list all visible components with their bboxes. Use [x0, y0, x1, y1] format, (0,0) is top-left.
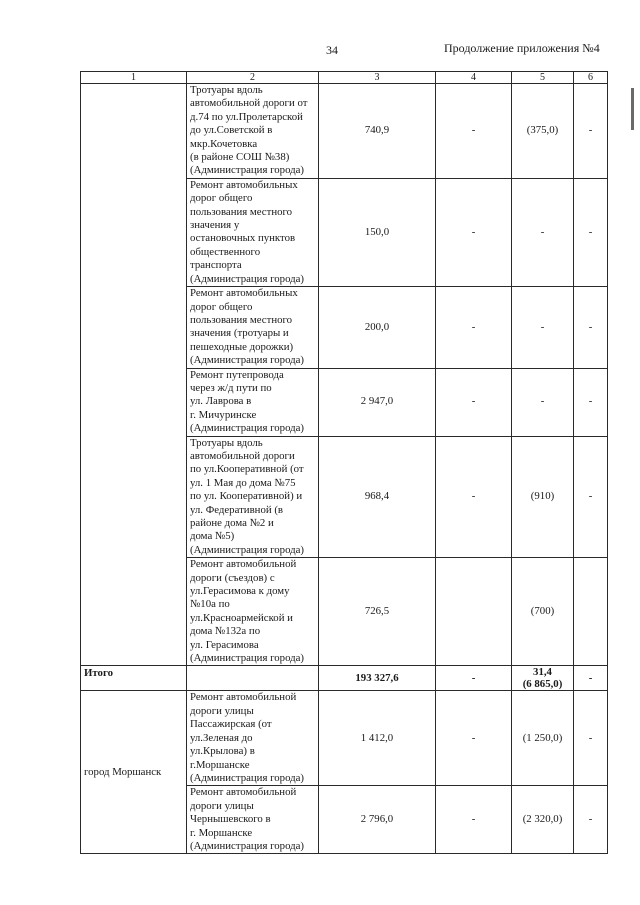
cost-cell: 740,9: [319, 84, 436, 179]
appendix-table: [80, 71, 608, 854]
description-line: Чернышевского в: [190, 813, 271, 826]
description-line: Тротуары вдоль: [190, 84, 263, 96]
region-morshansk: город Моршанск: [81, 691, 187, 854]
total-col5-line1: 31,4: [533, 666, 552, 679]
description-line: ул.Зеленая до: [190, 731, 253, 744]
page-number: 34: [326, 43, 338, 57]
description-line: по ул.Кооперативной (от: [190, 463, 304, 476]
row-description: [187, 368, 319, 436]
col4-cell: -: [436, 287, 512, 368]
description-line: дороги (съездов) с: [190, 571, 275, 584]
col4-cell: -: [436, 368, 512, 436]
description-line: (Администрация города): [190, 543, 305, 556]
cost-cell: 150,0: [319, 178, 436, 286]
total-empty-cell: [187, 666, 319, 691]
description-line: (Администрация города): [190, 652, 305, 665]
col5-cell: -: [512, 287, 574, 368]
col6-cell: -: [574, 436, 608, 558]
description-line: остановочных пунктов: [190, 232, 296, 245]
col5-cell: (2 320,0): [512, 786, 574, 854]
column-number-2: 2: [187, 72, 319, 84]
col6-cell: -: [574, 786, 608, 854]
region-cell: [81, 84, 187, 666]
description-line: дорог общего: [190, 300, 253, 313]
column-number-4: 4: [436, 72, 512, 84]
row-description: [187, 436, 319, 558]
total-col4: -: [436, 666, 512, 691]
description-line: дорог общего: [190, 192, 253, 205]
description-line: значения у: [190, 219, 240, 232]
col4-cell: -: [436, 786, 512, 854]
row-description: [187, 287, 319, 368]
column-number-row: [81, 72, 608, 84]
description-line: Ремонт автомобильной: [190, 558, 297, 571]
description-line: Ремонт автомобильных: [190, 178, 298, 191]
description-line: г. Моршанске: [190, 826, 253, 839]
description-line: значения (тротуары и: [190, 327, 289, 340]
row-description: [187, 558, 319, 666]
description-line: Ремонт автомобильной: [190, 691, 297, 704]
description-line: дома №132а по: [190, 625, 261, 638]
description-line: (Администрация города): [190, 354, 305, 367]
description-line: пешеходные дорожки): [190, 340, 294, 353]
column-number-1: 1: [81, 72, 187, 84]
continuation-label: Продолжение приложения №4: [444, 41, 600, 55]
description-line: автомобильной дороги: [190, 449, 295, 462]
description-line: до ул.Советской в: [190, 124, 273, 137]
description-line: районе дома №2 и: [190, 517, 274, 529]
col4-cell: -: [436, 178, 512, 286]
description-line: пользования местного: [190, 313, 293, 326]
description-line: дома №5): [190, 530, 235, 543]
description-line: ул. Лаврова в: [190, 395, 252, 408]
row-description: [187, 786, 319, 854]
column-number-3: 3: [319, 72, 436, 84]
description-line: через ж/д пути по: [190, 381, 272, 394]
cost-cell: 726,5: [319, 558, 436, 666]
total-cost: 193 327,6: [319, 666, 436, 691]
description-line: (Администрация города): [190, 164, 305, 177]
col5-cell: -: [512, 178, 574, 286]
col5-cell: (1 250,0): [512, 691, 574, 786]
col4-cell: -: [436, 691, 512, 786]
description-line: общественного: [190, 245, 261, 258]
margin-mark: [631, 88, 634, 130]
col6-cell: [574, 558, 608, 666]
description-line: автомобильной дороги от: [190, 97, 308, 110]
table-row: [81, 691, 608, 786]
col4-cell: -: [436, 436, 512, 558]
description-line: ул. Герасимова: [190, 638, 259, 651]
description-line: г.Моршанске: [190, 758, 250, 771]
description-line: (Администрация города): [190, 839, 305, 852]
col5-cell: (375,0): [512, 84, 574, 179]
column-number-5: 5: [512, 72, 574, 84]
description-line: по ул. Кооперативной) и: [190, 490, 303, 503]
description-line: (Администрация города): [190, 272, 305, 285]
row-description: [187, 691, 319, 786]
cost-cell: 968,4: [319, 436, 436, 558]
description-line: ул.Крылова) в: [190, 745, 255, 758]
col6-cell: -: [574, 84, 608, 179]
description-line: г. Мичуринске: [190, 408, 257, 421]
col4-cell: -: [436, 84, 512, 179]
description-line: Пассажирская (от: [190, 718, 272, 731]
cost-cell: 2 947,0: [319, 368, 436, 436]
description-line: транспорта: [190, 259, 242, 272]
column-number-6: 6: [574, 72, 608, 84]
description-line: ул. 1 Мая до дома №75: [190, 476, 296, 489]
description-line: (в районе СОШ №38): [190, 151, 290, 164]
description-line: ул.Герасимова к дому: [190, 585, 290, 598]
description-line: ул. Федеративной (в: [190, 503, 284, 516]
cost-cell: 1 412,0: [319, 691, 436, 786]
table-row: [81, 84, 608, 179]
description-line: мкр.Кочетовка: [190, 137, 258, 150]
description-line: дороги улицы: [190, 799, 254, 812]
description-line: (Администрация города): [190, 771, 305, 784]
description-line: (Администрация города): [190, 422, 305, 435]
description-line: ул.Красноармейской и: [190, 611, 293, 624]
description-line: Ремонт путепровода: [190, 368, 284, 381]
description-line: Ремонт автомобильной: [190, 786, 297, 799]
col4-cell: [436, 558, 512, 666]
col5-cell: (910): [512, 436, 574, 558]
total-label: Итого: [81, 666, 187, 691]
description-line: Ремонт автомобильных: [190, 287, 298, 300]
description-line: пользования местного: [190, 205, 293, 218]
description-line: дороги улицы: [190, 704, 254, 717]
col6-cell: -: [574, 691, 608, 786]
total-row: [81, 666, 608, 691]
cost-cell: 2 796,0: [319, 786, 436, 854]
col5-cell: (700): [512, 558, 574, 666]
row-description: [187, 84, 319, 179]
col5-cell: -: [512, 368, 574, 436]
cost-cell: 200,0: [319, 287, 436, 368]
total-col6: -: [574, 666, 608, 691]
col6-cell: -: [574, 178, 608, 286]
description-line: №10а по: [190, 598, 230, 611]
total-col5: [512, 666, 574, 691]
description-line: Тротуары вдоль: [190, 436, 263, 449]
col6-cell: -: [574, 368, 608, 436]
col6-cell: -: [574, 287, 608, 368]
description-line: д.74 по ул.Пролетарской: [190, 110, 303, 123]
row-description: [187, 178, 319, 286]
total-col5-line2: (6 865,0): [522, 678, 563, 691]
